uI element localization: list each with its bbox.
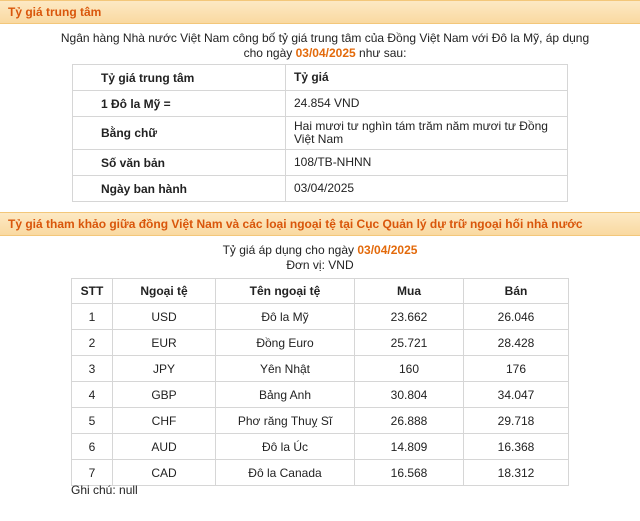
cell-stt: 7 xyxy=(72,460,113,486)
central-table-row xyxy=(73,91,568,117)
cell-sell: 176 xyxy=(464,356,569,382)
reference-rate-section-header xyxy=(0,212,640,236)
row-label: Bằng chữ xyxy=(73,117,286,150)
row-value: 108/TB-NHNN xyxy=(286,150,568,176)
applied-label: Tỷ giá áp dụng cho ngày xyxy=(222,243,355,257)
cell-currency-name: Đồng Euro xyxy=(216,330,355,356)
cell-currency-code: CAD xyxy=(113,460,216,486)
cell-stt: 1 xyxy=(72,304,113,330)
row-value: 03/04/2025 xyxy=(286,176,568,202)
applied-date-line xyxy=(0,243,640,257)
cell-stt: 4 xyxy=(72,382,113,408)
cell-currency-name: Đô la Canada xyxy=(216,460,355,486)
intro-date: 03/04/2025 xyxy=(295,46,356,60)
rates-header-row xyxy=(72,279,569,304)
central-table-header-value: Tỷ giá xyxy=(286,65,568,91)
cell-stt: 6 xyxy=(72,434,113,460)
cell-currency-name: Bảng Anh xyxy=(216,382,355,408)
rates-row xyxy=(72,356,569,382)
central-rate-section-header xyxy=(0,0,640,24)
cell-stt: 2 xyxy=(72,330,113,356)
cell-currency-code: USD xyxy=(113,304,216,330)
applied-date: 03/04/2025 xyxy=(357,243,418,257)
cell-buy: 16.568 xyxy=(355,460,464,486)
central-rate-title: Tỷ giá trung tâm xyxy=(8,5,102,19)
cell-stt: 5 xyxy=(72,408,113,434)
col-header-buy: Mua xyxy=(355,279,464,304)
row-value: Hai mươi tư nghìn tám trăm năm mươi tư Đồng Việt Nam xyxy=(286,117,568,150)
unit-label: Đơn vị: VND xyxy=(286,258,354,272)
cell-buy: 25.721 xyxy=(355,330,464,356)
cell-currency-name: Đô la Mỹ xyxy=(216,304,355,330)
intro-suffix: như sau: xyxy=(359,46,407,60)
rates-row xyxy=(72,408,569,434)
central-table-header-label: Tỷ giá trung tâm xyxy=(73,65,286,91)
cell-buy: 23.662 xyxy=(355,304,464,330)
cell-currency-name: Phơ răng Thuỵ Sĩ xyxy=(216,408,355,434)
cell-sell: 29.718 xyxy=(464,408,569,434)
intro-paragraph xyxy=(60,31,590,61)
cell-buy: 14.809 xyxy=(355,434,464,460)
rates-row xyxy=(72,304,569,330)
cell-sell: 26.046 xyxy=(464,304,569,330)
rates-row xyxy=(72,330,569,356)
cell-sell: 34.047 xyxy=(464,382,569,408)
rates-row xyxy=(72,460,569,486)
cell-currency-code: GBP xyxy=(113,382,216,408)
cell-sell: 28.428 xyxy=(464,330,569,356)
central-table-header-row xyxy=(73,65,568,91)
cell-buy: 160 xyxy=(355,356,464,382)
central-table-row xyxy=(73,117,568,150)
cell-currency-name: Yên Nhật xyxy=(216,356,355,382)
rates-row xyxy=(72,434,569,460)
central-table-row xyxy=(73,176,568,202)
row-value: 24.854 VND xyxy=(286,91,568,117)
cell-sell: 18.312 xyxy=(464,460,569,486)
cell-currency-code: AUD xyxy=(113,434,216,460)
row-label: 1 Đô la Mỹ = xyxy=(73,91,286,117)
reference-rate-title: Tỷ giá tham khảo giữa đồng Việt Nam và các loại ngoại tệ tại Cục Quản lý dự trữ ngoại hối nhà nước xyxy=(8,217,583,231)
cell-buy: 30.804 xyxy=(355,382,464,408)
cell-buy: 26.888 xyxy=(355,408,464,434)
cell-currency-code: CHF xyxy=(113,408,216,434)
row-label: Ngày ban hành xyxy=(73,176,286,202)
reference-rate-table xyxy=(71,278,569,486)
cell-currency-code: JPY xyxy=(113,356,216,382)
cell-currency-name: Đô la Úc xyxy=(216,434,355,460)
cell-stt: 3 xyxy=(72,356,113,382)
central-rate-table xyxy=(72,64,568,202)
cell-currency-code: EUR xyxy=(113,330,216,356)
col-header-stt: STT xyxy=(72,279,113,304)
col-header-currency-code: Ngoại tệ xyxy=(113,279,216,304)
col-header-currency-name: Tên ngoại tệ xyxy=(216,279,355,304)
central-table-row xyxy=(73,150,568,176)
intro-text: Ngân hàng Nhà nước Việt Nam công bố tỷ giá trung tâm của Đồng Việt Nam với Đô la Mỹ, áp dụng cho ngày xyxy=(60,31,590,60)
col-header-sell: Bán xyxy=(464,279,569,304)
row-label: Số văn bản xyxy=(73,150,286,176)
rates-row xyxy=(72,382,569,408)
cell-sell: 16.368 xyxy=(464,434,569,460)
note-text: Ghi chú: null xyxy=(71,483,138,497)
